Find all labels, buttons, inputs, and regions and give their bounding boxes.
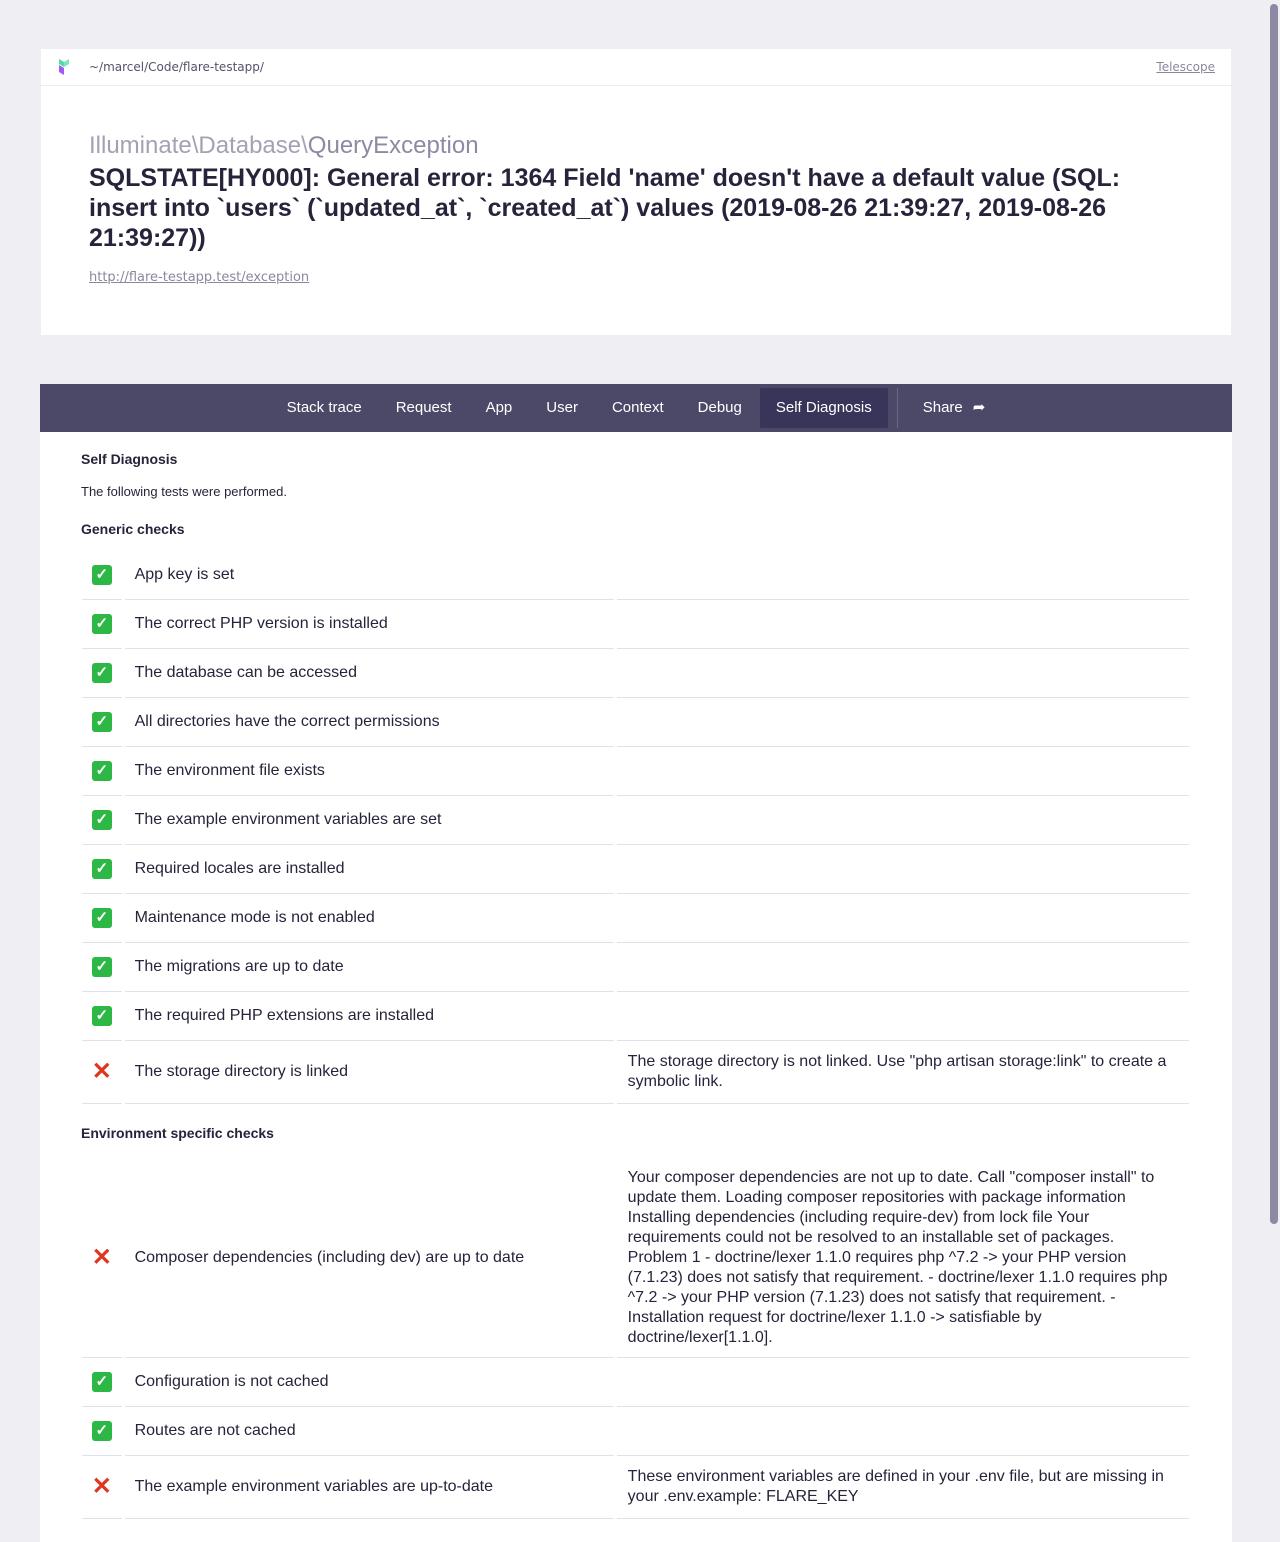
check-row xyxy=(82,1158,1189,1358)
check-mark-icon: ✓ xyxy=(92,810,112,830)
check-row xyxy=(82,1456,1189,1519)
generic-checks-table xyxy=(82,551,1189,1104)
status-cell xyxy=(82,600,122,649)
check-label: The migrations are up to date xyxy=(125,943,614,992)
self-diagnosis-panel xyxy=(40,432,1232,1542)
check-message: These environment variables are defined in your .env file, but are missing in your .env.example: FLARE_KEY xyxy=(617,1456,1189,1519)
check-message xyxy=(617,1407,1189,1456)
env-checks-table xyxy=(82,1158,1189,1519)
check-row xyxy=(82,894,1189,943)
check-row xyxy=(82,1041,1189,1104)
exception-class xyxy=(89,132,479,160)
check-message: Your composer dependencies are not up to date. Call "composer install" to update them. Loading composer repositories with package information Installing dependencies (including require-dev) from lock file Your requirements could not be resolved to an installable set of packages. Problem 1 - doctrine/lexer 1.1.0 requires php ^7.2 -> your PHP version (7.1.23) does not satisfy that requirement. - doctrine/lexer 1.1.0 requires php ^7.2 -> your PHP version (7.1.23) does not satisfy that requirement. - Installation request for doctrine/lexer 1.1.0 -> satisfiable by doctrine/lexer[1.1.0]. xyxy=(617,1158,1189,1358)
tab-user[interactable]: User xyxy=(546,399,578,416)
check-row xyxy=(82,1358,1189,1407)
check-message xyxy=(617,992,1189,1041)
check-label: The correct PHP version is installed xyxy=(125,600,614,649)
check-label: The storage directory is linked xyxy=(125,1041,614,1104)
check-label: All directories have the correct permissions xyxy=(125,698,614,747)
share-button[interactable] xyxy=(907,388,1002,428)
check-row xyxy=(82,845,1189,894)
scrollbar-track[interactable] xyxy=(1268,0,1280,1533)
tab-bar xyxy=(40,384,1232,432)
check-row xyxy=(82,600,1189,649)
scrollbar-thumb[interactable] xyxy=(1270,4,1278,1224)
check-label: The example environment variables are up-to-date xyxy=(125,1456,614,1519)
tab-app[interactable]: App xyxy=(485,399,513,416)
tab-self-diagnosis[interactable]: Self Diagnosis xyxy=(760,388,888,428)
check-mark-icon: ✓ xyxy=(92,859,112,879)
exception-class-name: QueryException xyxy=(307,132,479,159)
check-label: Routes are not cached xyxy=(125,1407,614,1456)
cross-icon: ✕ xyxy=(91,1243,112,1271)
flare-logo-icon xyxy=(57,57,71,77)
project-path: ~/marcel/Code/flare-testapp/ xyxy=(89,60,264,74)
check-label: Composer dependencies (including dev) are up to date xyxy=(125,1158,614,1358)
check-label: The required PHP extensions are installed xyxy=(125,992,614,1041)
check-label: App key is set xyxy=(125,551,614,600)
exception-header xyxy=(41,49,1231,335)
check-row xyxy=(82,943,1189,992)
tab-divider xyxy=(897,388,898,428)
check-label: Configuration is not cached xyxy=(125,1358,614,1407)
status-cell xyxy=(82,551,122,600)
check-row xyxy=(82,992,1189,1041)
check-message xyxy=(617,698,1189,747)
cross-icon: ✕ xyxy=(91,1058,112,1085)
check-row xyxy=(82,698,1189,747)
status-cell xyxy=(82,1456,122,1519)
check-message xyxy=(617,943,1189,992)
check-row xyxy=(82,649,1189,698)
check-message xyxy=(617,649,1189,698)
tab-context[interactable]: Context xyxy=(611,399,664,416)
panel-title: Self Diagnosis xyxy=(81,451,178,467)
exception-message: SQLSTATE[HY000]: General error: 1364 Field 'name' doesn't have a default value (SQL: insert into `users` (`updated_at`, `created_at`) values (2019-08-26 21:39:27, 2019-08-26 21:39:27)) xyxy=(89,164,1121,252)
status-cell xyxy=(82,1358,122,1407)
status-cell xyxy=(82,1041,122,1104)
share-arrow-icon: ➦ xyxy=(972,399,986,416)
status-cell xyxy=(82,1158,122,1358)
check-mark-icon: ✓ xyxy=(92,1372,112,1392)
check-message: The storage directory is not linked. Use "php artisan storage:link" to create a symbolic link. xyxy=(617,1041,1189,1104)
check-message xyxy=(617,1358,1189,1407)
share-label: Share xyxy=(922,399,963,416)
check-row xyxy=(82,747,1189,796)
generic-checks-title: Generic checks xyxy=(81,521,185,537)
check-message xyxy=(617,600,1189,649)
exception-namespace: Illuminate\Database\ xyxy=(89,132,308,159)
status-cell xyxy=(82,1407,122,1456)
check-label: Required locales are installed xyxy=(125,845,614,894)
status-cell xyxy=(82,649,122,698)
env-checks-title: Environment specific checks xyxy=(81,1125,274,1141)
check-message xyxy=(617,894,1189,943)
check-label: The environment file exists xyxy=(125,747,614,796)
status-cell xyxy=(82,747,122,796)
check-mark-icon: ✓ xyxy=(92,712,112,732)
check-label: The example environment variables are set xyxy=(125,796,614,845)
panel-intro: The following tests were performed. xyxy=(81,484,287,499)
top-bar xyxy=(41,49,1231,86)
status-cell xyxy=(82,796,122,845)
check-row xyxy=(82,1407,1189,1456)
check-mark-icon: ✓ xyxy=(92,663,112,683)
check-mark-icon: ✓ xyxy=(92,908,112,928)
check-mark-icon: ✓ xyxy=(92,957,112,977)
cross-icon: ✕ xyxy=(91,1473,112,1500)
status-cell xyxy=(82,992,122,1041)
check-label: The database can be accessed xyxy=(125,649,614,698)
telescope-link[interactable]: Telescope xyxy=(1156,60,1215,74)
status-cell xyxy=(82,698,122,747)
check-mark-icon: ✓ xyxy=(92,614,112,634)
tab-request[interactable]: Request xyxy=(395,399,452,416)
status-cell xyxy=(82,943,122,992)
request-url-link[interactable]: http://flare-testapp.test/exception xyxy=(89,270,310,285)
check-mark-icon: ✓ xyxy=(92,761,112,781)
status-cell xyxy=(82,845,122,894)
check-row xyxy=(82,551,1189,600)
check-label: Maintenance mode is not enabled xyxy=(125,894,614,943)
status-cell xyxy=(82,894,122,943)
tab-debug[interactable]: Debug xyxy=(697,399,742,416)
check-mark-icon: ✓ xyxy=(92,565,112,585)
tab-stack-trace[interactable]: Stack trace xyxy=(286,399,362,416)
check-message xyxy=(617,551,1189,600)
check-message xyxy=(617,747,1189,796)
check-row xyxy=(82,796,1189,845)
check-mark-icon: ✓ xyxy=(92,1421,112,1441)
check-mark-icon: ✓ xyxy=(92,1006,112,1026)
check-message xyxy=(617,796,1189,845)
check-message xyxy=(617,845,1189,894)
